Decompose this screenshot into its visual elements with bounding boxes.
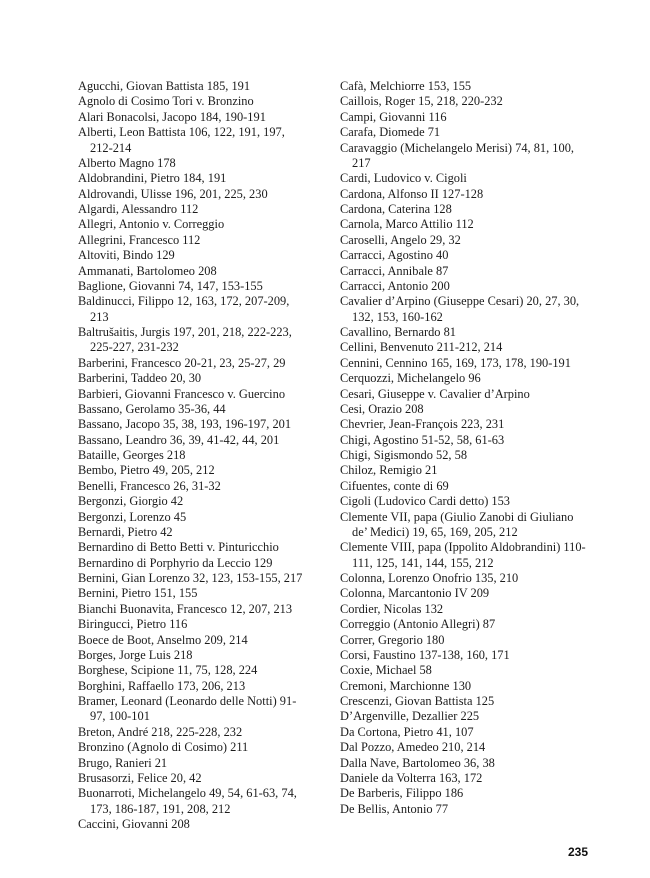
index-column-left [78, 79, 310, 832]
index-entry: Allegri, Antonio v. Correggio [78, 217, 225, 232]
index-column-right [340, 79, 588, 817]
index-entry: Corsi, Faustino 137-138, 160, 171 [340, 647, 510, 662]
index-entry: Cerquozzi, Michelangelo 96 [340, 371, 481, 386]
index-entry: Bataille, Georges 218 [78, 448, 186, 462]
index-entry: Bernardino di Betto Betti v. Pinturicchio [78, 540, 279, 555]
index-entry: Bianchi Buonavita, Francesco 12, 207, 213 [78, 601, 293, 616]
index-entry: Baglione, Giovanni 74, 147, 153-155 [78, 278, 263, 293]
index-entry: Carracci, Annibale 87 [340, 263, 449, 278]
index-entry: Chigi, Sigismondo 52, 58 [340, 448, 468, 462]
index-entry: Ammanati, Bartolomeo 208 [78, 263, 217, 278]
index-entry: De Barberis, Filippo 186 [340, 786, 464, 801]
index-entry: Caccini, Giovanni 208 [78, 817, 190, 831]
index-entry: Breton, André 218, 225-228, 232 [78, 724, 243, 739]
index-entry: Baldinucci, Filippo 12, 163, 172, 207-209, 213 [78, 294, 290, 324]
index-entry: Cellini, Benvenuto 211-212, 214 [340, 340, 503, 355]
index-entry: Carafa, Diomede 71 [340, 125, 441, 140]
index-entry: Bassano, Jacopo 35, 38, 193, 196-197, 201 [78, 417, 292, 432]
index-entry: Brugo, Ranieri 21 [78, 755, 168, 770]
index-entry: Cavalier d’Arpino (Giuseppe Cesari) 20, 27, 30, 132, 153, 160-162 [340, 294, 580, 324]
index-entry: Bergonzi, Giorgio 42 [78, 494, 184, 509]
index-entry: Agnolo di Cosimo Tori v. Bronzino [78, 94, 254, 109]
index-entry: Buonarroti, Michelangelo 49, 54, 61-63, 74, 173, 186-187, 191, 208, 212 [78, 786, 297, 816]
index-entry: Cesi, Orazio 208 [340, 401, 424, 416]
index-entry: Cafà, Melchiorre 153, 155 [340, 79, 472, 93]
index-entry: Algardi, Alessandro 112 [78, 202, 199, 216]
index-entry: Altoviti, Bindo 129 [78, 248, 175, 263]
index-entry: Cardi, Ludovico v. Cigoli [340, 171, 467, 186]
index-entry: Bernini, Gian Lorenzo 32, 123, 153-155, 217 [78, 571, 303, 585]
index-entry: Cennini, Cennino 165, 169, 173, 178, 190-191 [340, 355, 571, 370]
index-entry: Bassano, Leandro 36, 39, 41-42, 44, 201 [78, 432, 280, 447]
index-entry: Bassano, Gerolamo 35-36, 44 [78, 401, 226, 416]
index-entry: Colonna, Marcantonio IV 209 [340, 586, 490, 601]
index-entry: Caravaggio (Michelangelo Merisi) 74, 81, 100, 217 [340, 140, 574, 170]
page-number: 235 [567, 845, 588, 859]
index-entry: Campi, Giovanni 116 [340, 109, 447, 124]
index-entry: Dal Pozzo, Amedeo 210, 214 [340, 740, 486, 755]
index-entry: Allegrini, Francesco 112 [78, 232, 201, 247]
index-entry: Brusasorzi, Felice 20, 42 [78, 770, 202, 785]
index-entry: Alberti, Leon Battista 106, 122, 191, 197, 212-214 [78, 125, 285, 155]
index-entry: Baltrušaitis, Jurgis 197, 201, 218, 222-223, 225-227, 231-232 [78, 325, 292, 355]
index-entry: Benelli, Francesco 26, 31-32 [78, 478, 221, 493]
index-entry: Cigoli (Ludovico Cardi detto) 153 [340, 494, 511, 509]
index-entry: Aldrovandi, Ulisse 196, 201, 225, 230 [78, 186, 268, 201]
index-entry: Carracci, Antonio 200 [340, 278, 450, 293]
index-entry: Cordier, Nicolas 132 [340, 601, 444, 616]
index-entry: Chiloz, Remigio 21 [340, 463, 438, 478]
index-entry: Chigi, Agostino 51-52, 58, 61-63 [340, 432, 505, 447]
index-entry: Daniele da Volterra 163, 172 [340, 770, 483, 785]
index-entry: Cesari, Giuseppe v. Cavalier d’Arpino [340, 386, 530, 401]
index-entry: Borghini, Raffaello 173, 206, 213 [78, 678, 246, 693]
index-entry: Aldobrandini, Pietro 184, 191 [78, 171, 227, 186]
index-entry: Correr, Gregorio 180 [340, 632, 445, 647]
index-entry: Cavallino, Bernardo 81 [340, 325, 456, 339]
index-entry: Cremoni, Marchionne 130 [340, 678, 472, 693]
index-entry: De Bellis, Antonio 77 [340, 801, 449, 816]
index-entry: Alberto Magno 178 [78, 155, 176, 170]
index-entry: Bernardino di Porphyrio da Leccio 129 [78, 555, 273, 570]
index-entry: Boece de Boot, Anselmo 209, 214 [78, 632, 248, 647]
index-entry: Cardona, Alfonso II 127-128 [340, 186, 484, 201]
index-entry: Clemente VII, papa (Giulio Zanobi di Giuliano de’ Medici) 19, 65, 169, 205, 212 [340, 509, 574, 539]
index-entry: Barbieri, Giovanni Francesco v. Guercino [78, 386, 286, 401]
index-entry: Borges, Jorge Luis 218 [78, 647, 193, 662]
index-entry: Colonna, Lorenzo Onofrio 135, 210 [340, 571, 519, 585]
index-entry: Crescenzi, Giovan Battista 125 [340, 694, 495, 708]
index-entry: Bernini, Pietro 151, 155 [78, 586, 198, 601]
index-entry: Biringucci, Pietro 116 [78, 617, 188, 632]
index-entry: Cifuentes, conte di 69 [340, 478, 449, 493]
index-entry: Carnola, Marco Attilio 112 [340, 217, 474, 232]
index-entry: Carracci, Agostino 40 [340, 248, 449, 263]
index-entry: Caillois, Roger 15, 218, 220-232 [340, 94, 503, 109]
index-entry: Bergonzi, Lorenzo 45 [78, 509, 187, 524]
index-entry: Bramer, Leonard (Leonardo delle Notti) 91-97, 100-101 [78, 694, 297, 724]
index-entry: Clemente VIII, papa (Ippolito Aldobrandini) 110-111, 125, 141, 144, 155, 212 [340, 540, 586, 570]
index-entry: Barberini, Francesco 20-21, 23, 25-27, 29 [78, 355, 286, 370]
index-entry: Bronzino (Agnolo di Cosimo) 211 [78, 740, 249, 755]
index-entry: Barberini, Taddeo 20, 30 [78, 371, 202, 386]
index-entry: Bembo, Pietro 49, 205, 212 [78, 463, 215, 478]
index-entry: Cardona, Caterina 128 [340, 202, 452, 216]
index-entry: Bernardi, Pietro 42 [78, 524, 173, 539]
index-entry: Correggio (Antonio Allegri) 87 [340, 617, 496, 632]
index-entry: Coxie, Michael 58 [340, 663, 432, 678]
index-entry: Agucchi, Giovan Battista 185, 191 [78, 79, 251, 93]
index-entry: Chevrier, Jean-François 223, 231 [340, 417, 505, 432]
index-entry: Caroselli, Angelo 29, 32 [340, 232, 461, 247]
index-entry: Alari Bonacolsi, Jacopo 184, 190-191 [78, 109, 266, 124]
index-entry: Borghese, Scipione 11, 75, 128, 224 [78, 663, 258, 678]
index-entry: Da Cortona, Pietro 41, 107 [340, 724, 474, 739]
index-entry: Dalla Nave, Bartolomeo 36, 38 [340, 755, 495, 770]
index-entry: D’Argenville, Dezallier 225 [340, 709, 480, 724]
